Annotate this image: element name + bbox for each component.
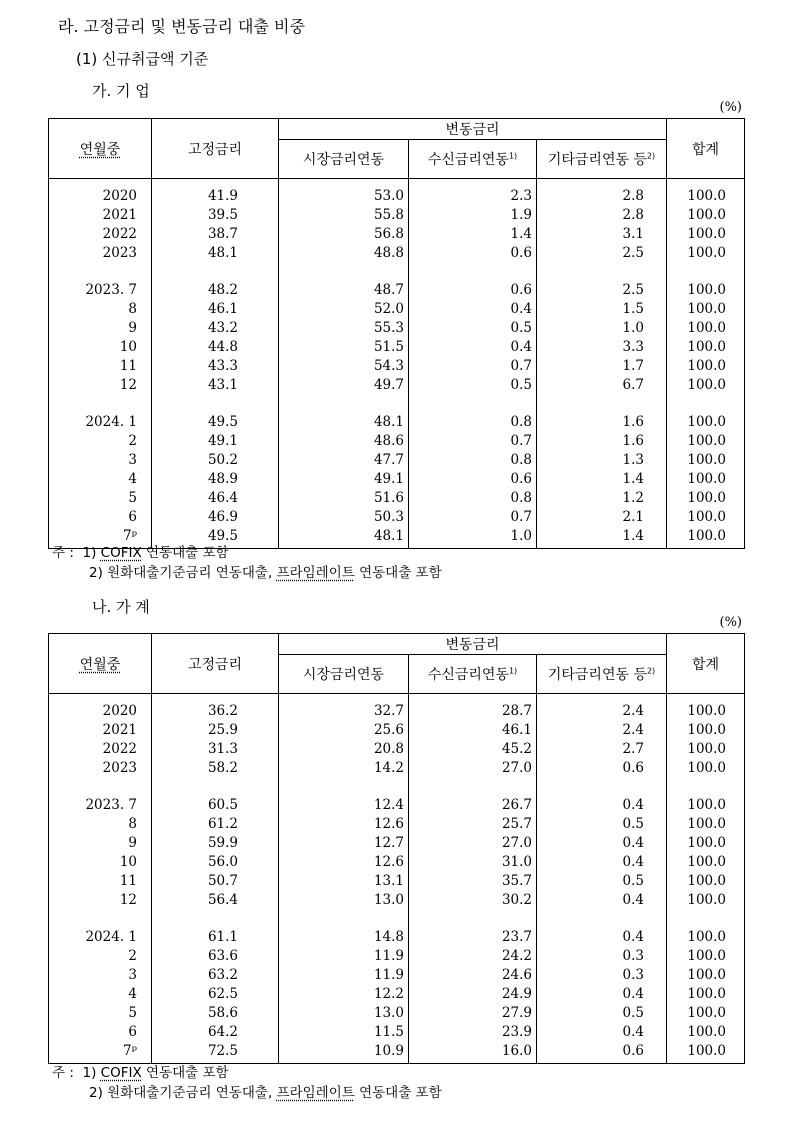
value-cell: 100.0 — [667, 225, 745, 244]
table-row — [49, 985, 745, 1004]
table-row — [49, 947, 745, 966]
value-cell: 0.8 — [409, 413, 537, 432]
value-cell: 56.8 — [279, 225, 409, 244]
value-cell: 31.3 — [152, 740, 279, 759]
value-cell: 43.2 — [152, 319, 279, 338]
value-cell: 0.6 — [537, 759, 667, 778]
value-cell: 36.2 — [152, 702, 279, 721]
value-cell: 51.6 — [279, 489, 409, 508]
period-cell: 11 — [49, 357, 152, 376]
value-cell: 0.5 — [409, 319, 537, 338]
value-cell: 63.6 — [152, 947, 279, 966]
period-cell: 2021 — [49, 721, 152, 740]
value-cell: 100.0 — [667, 796, 745, 815]
table-row — [49, 872, 745, 891]
value-cell: 31.0 — [409, 853, 537, 872]
value-cell: 100.0 — [667, 740, 745, 759]
value-cell: 55.8 — [279, 206, 409, 225]
value-cell: 43.1 — [152, 376, 279, 395]
value-cell: 1.4 — [409, 225, 537, 244]
value-cell: 49.7 — [279, 376, 409, 395]
period-cell: 11 — [49, 872, 152, 891]
value-cell: 1.0 — [537, 319, 667, 338]
corporate-unit: (%) — [719, 100, 742, 115]
value-cell: 0.4 — [537, 796, 667, 815]
value-cell: 49.5 — [152, 413, 279, 432]
period-cell: 5 — [49, 489, 152, 508]
value-cell: 2.5 — [537, 281, 667, 300]
value-cell: 25.9 — [152, 721, 279, 740]
value-cell: 3.3 — [537, 338, 667, 357]
table-row — [49, 1004, 745, 1023]
value-cell: 13.0 — [279, 1004, 409, 1023]
value-cell: 48.2 — [152, 281, 279, 300]
value-cell: 23.9 — [409, 1023, 537, 1042]
value-cell: 64.2 — [152, 1023, 279, 1042]
table-row — [49, 300, 745, 319]
col-period: 연월중 — [49, 634, 152, 694]
value-cell: 100.0 — [667, 853, 745, 872]
value-cell: 100.0 — [667, 759, 745, 778]
value-cell: 0.3 — [537, 966, 667, 985]
period-cell: 12 — [49, 891, 152, 910]
value-cell: 1.4 — [537, 470, 667, 489]
value-cell: 24.2 — [409, 947, 537, 966]
value-cell: 1.0 — [409, 527, 537, 546]
value-cell: 2.5 — [537, 244, 667, 263]
value-cell: 32.7 — [279, 702, 409, 721]
col-deposit-linked: 수신금리연동$^{1)}$ — [409, 140, 537, 179]
period-cell: 2 — [49, 947, 152, 966]
value-cell: 10.9 — [279, 1042, 409, 1061]
value-cell: 1.2 — [537, 489, 667, 508]
value-cell: 50.7 — [152, 872, 279, 891]
value-cell: 0.4 — [409, 300, 537, 319]
value-cell: 0.4 — [537, 985, 667, 1004]
value-cell: 45.2 — [409, 740, 537, 759]
value-cell: 13.1 — [279, 872, 409, 891]
value-cell: 0.7 — [409, 508, 537, 527]
value-cell: 100.0 — [667, 357, 745, 376]
table-row — [49, 225, 745, 244]
value-cell: 24.9 — [409, 985, 537, 1004]
value-cell: 2.4 — [537, 721, 667, 740]
col-market-linked: 시장금리연동 — [279, 140, 409, 179]
period-cell: 2020 — [49, 187, 152, 206]
value-cell: 100.0 — [667, 1004, 745, 1023]
value-cell: 1.3 — [537, 451, 667, 470]
col-period: 연월중 — [49, 119, 152, 179]
value-cell: 52.0 — [279, 300, 409, 319]
value-cell: 1.6 — [537, 432, 667, 451]
value-cell: 100.0 — [667, 527, 745, 546]
value-cell: 50.3 — [279, 508, 409, 527]
table-row — [49, 1042, 745, 1061]
value-cell: 27.0 — [409, 759, 537, 778]
value-cell: 14.8 — [279, 928, 409, 947]
col-deposit-linked: 수신금리연동$^{1)}$ — [409, 655, 537, 694]
value-cell: 12.4 — [279, 796, 409, 815]
value-cell: 0.4 — [537, 891, 667, 910]
value-cell: 48.1 — [279, 413, 409, 432]
table-row — [49, 508, 745, 527]
period-cell: 2023 — [49, 759, 152, 778]
value-cell: 12.7 — [279, 834, 409, 853]
table-row — [49, 928, 745, 947]
period-cell: 10 — [49, 338, 152, 357]
period-cell: 6 — [49, 1023, 152, 1042]
value-cell: 100.0 — [667, 985, 745, 1004]
value-cell: 0.6 — [409, 281, 537, 300]
table-row — [49, 796, 745, 815]
value-cell: 0.4 — [537, 853, 667, 872]
period-cell: 8 — [49, 815, 152, 834]
value-cell: 100.0 — [667, 891, 745, 910]
spacer-row — [49, 778, 745, 796]
household-title: 나. 가 계 — [92, 598, 150, 616]
value-cell: 100.0 — [667, 928, 745, 947]
table-row — [49, 853, 745, 872]
value-cell: 24.6 — [409, 966, 537, 985]
value-cell: 100.0 — [667, 206, 745, 225]
value-cell: 2.8 — [537, 206, 667, 225]
table-row — [49, 206, 745, 225]
value-cell: 48.1 — [152, 244, 279, 263]
value-cell: 25.7 — [409, 815, 537, 834]
corporate-table — [48, 118, 745, 549]
value-cell: 2.7 — [537, 740, 667, 759]
corporate-title: 가. 기 업 — [92, 82, 150, 100]
value-cell: 0.7 — [409, 357, 537, 376]
value-cell: 12.2 — [279, 985, 409, 1004]
value-cell: 35.7 — [409, 872, 537, 891]
period-cell: 7ᵖ — [49, 527, 152, 546]
value-cell: 46.1 — [152, 300, 279, 319]
value-cell: 0.3 — [537, 947, 667, 966]
period-cell: 2 — [49, 432, 152, 451]
table-row — [49, 489, 745, 508]
value-cell: 1.5 — [537, 300, 667, 319]
table-row — [49, 357, 745, 376]
table-row — [49, 187, 745, 206]
table-row — [49, 702, 745, 721]
value-cell: 53.0 — [279, 187, 409, 206]
value-cell: 60.5 — [152, 796, 279, 815]
col-fixed: 고정금리 — [152, 634, 279, 694]
table-row — [49, 966, 745, 985]
value-cell: 48.7 — [279, 281, 409, 300]
value-cell: 0.5 — [537, 1004, 667, 1023]
value-cell: 100.0 — [667, 300, 745, 319]
value-cell: 0.4 — [537, 928, 667, 947]
col-total: 합계 — [667, 634, 745, 694]
value-cell: 0.6 — [409, 470, 537, 489]
value-cell: 49.5 — [152, 527, 279, 546]
spacer-row — [49, 263, 745, 281]
household-note-2: 2) 원화대출기준금리 연동대출, 프라임레이트 연동대출 포함 — [89, 1085, 442, 1101]
value-cell: 59.9 — [152, 834, 279, 853]
value-cell: 72.5 — [152, 1042, 279, 1061]
period-cell: 5 — [49, 1004, 152, 1023]
value-cell: 1.7 — [537, 357, 667, 376]
value-cell: 0.8 — [409, 451, 537, 470]
table-row — [49, 759, 745, 778]
period-cell: 2022 — [49, 740, 152, 759]
value-cell: 48.6 — [279, 432, 409, 451]
value-cell: 58.6 — [152, 1004, 279, 1023]
value-cell: 11.9 — [279, 947, 409, 966]
value-cell: 100.0 — [667, 451, 745, 470]
period-cell: 4 — [49, 985, 152, 1004]
household-note-1: 주 : 1) COFIX 연동대출 포함 — [52, 1065, 229, 1081]
value-cell: 11.9 — [279, 966, 409, 985]
period-cell: 9 — [49, 319, 152, 338]
value-cell: 61.1 — [152, 928, 279, 947]
value-cell: 0.5 — [537, 872, 667, 891]
value-cell: 0.4 — [537, 1023, 667, 1042]
period-cell: 6 — [49, 508, 152, 527]
value-cell: 100.0 — [667, 947, 745, 966]
value-cell: 0.7 — [409, 432, 537, 451]
col-other-linked: 기타금리연동 등$^{2)}$ — [537, 140, 667, 179]
col-variable: 변동금리 — [279, 119, 667, 140]
value-cell: 63.2 — [152, 966, 279, 985]
value-cell: 100.0 — [667, 834, 745, 853]
spacer-row — [49, 179, 745, 188]
value-cell: 27.0 — [409, 834, 537, 853]
value-cell: 100.0 — [667, 815, 745, 834]
value-cell: 26.7 — [409, 796, 537, 815]
period-cell: 2021 — [49, 206, 152, 225]
period-cell: 4 — [49, 470, 152, 489]
value-cell: 28.7 — [409, 702, 537, 721]
value-cell: 49.1 — [279, 470, 409, 489]
value-cell: 0.6 — [409, 244, 537, 263]
household-table — [48, 633, 745, 1064]
period-cell: 12 — [49, 376, 152, 395]
col-variable: 변동금리 — [279, 634, 667, 655]
value-cell: 100.0 — [667, 508, 745, 527]
value-cell: 0.5 — [409, 376, 537, 395]
value-cell: 12.6 — [279, 815, 409, 834]
table-row — [49, 376, 745, 395]
col-other-linked: 기타금리연동 등$^{2)}$ — [537, 655, 667, 694]
period-cell: 2024. 1 — [49, 413, 152, 432]
value-cell: 27.9 — [409, 1004, 537, 1023]
household-table-body — [49, 694, 745, 1064]
value-cell: 20.8 — [279, 740, 409, 759]
table-row — [49, 891, 745, 910]
value-cell: 38.7 — [152, 225, 279, 244]
value-cell: 2.4 — [537, 702, 667, 721]
table-row — [49, 1023, 745, 1042]
value-cell: 100.0 — [667, 489, 745, 508]
value-cell: 100.0 — [667, 413, 745, 432]
period-cell: 2023. 7 — [49, 281, 152, 300]
table-row — [49, 834, 745, 853]
value-cell: 100.0 — [667, 432, 745, 451]
table-row — [49, 338, 745, 357]
value-cell: 44.8 — [152, 338, 279, 357]
period-cell: 7ᵖ — [49, 1042, 152, 1061]
value-cell: 3.1 — [537, 225, 667, 244]
value-cell: 2.3 — [409, 187, 537, 206]
value-cell: 49.1 — [152, 432, 279, 451]
value-cell: 39.5 — [152, 206, 279, 225]
value-cell: 100.0 — [667, 721, 745, 740]
value-cell: 48.8 — [279, 244, 409, 263]
value-cell: 0.5 — [537, 815, 667, 834]
period-cell: 2023 — [49, 244, 152, 263]
col-fixed: 고정금리 — [152, 119, 279, 179]
value-cell: 46.1 — [409, 721, 537, 740]
period-cell: 10 — [49, 853, 152, 872]
value-cell: 56.4 — [152, 891, 279, 910]
period-cell: 2023. 7 — [49, 796, 152, 815]
value-cell: 100.0 — [667, 1042, 745, 1061]
table-row — [49, 451, 745, 470]
value-cell: 100.0 — [667, 966, 745, 985]
value-cell: 14.2 — [279, 759, 409, 778]
period-cell: 3 — [49, 451, 152, 470]
section-heading: 라. 고정금리 및 변동금리 대출 비중 — [58, 17, 305, 36]
value-cell: 54.3 — [279, 357, 409, 376]
value-cell: 0.8 — [409, 489, 537, 508]
value-cell: 100.0 — [667, 319, 745, 338]
value-cell: 100.0 — [667, 187, 745, 206]
value-cell: 50.2 — [152, 451, 279, 470]
period-cell: 2022 — [49, 225, 152, 244]
table-row — [49, 815, 745, 834]
period-cell: 9 — [49, 834, 152, 853]
value-cell: 100.0 — [667, 281, 745, 300]
value-cell: 41.9 — [152, 187, 279, 206]
value-cell: 47.7 — [279, 451, 409, 470]
value-cell: 100.0 — [667, 872, 745, 891]
household-unit: (%) — [719, 615, 742, 630]
table-row — [49, 432, 745, 451]
col-market-linked: 시장금리연동 — [279, 655, 409, 694]
value-cell: 16.0 — [409, 1042, 537, 1061]
value-cell: 0.4 — [409, 338, 537, 357]
value-cell: 46.4 — [152, 489, 279, 508]
value-cell: 48.9 — [152, 470, 279, 489]
col-total: 합계 — [667, 119, 745, 179]
value-cell: 100.0 — [667, 470, 745, 489]
value-cell: 0.6 — [537, 1042, 667, 1061]
table-row — [49, 319, 745, 338]
value-cell: 62.5 — [152, 985, 279, 1004]
corporate-note-2: 2) 원화대출기준금리 연동대출, 프라임레이트 연동대출 포함 — [89, 565, 442, 581]
basis-subheading: (1) 신규취급액 기준 — [76, 50, 209, 68]
value-cell: 58.2 — [152, 759, 279, 778]
value-cell: 6.7 — [537, 376, 667, 395]
value-cell: 56.0 — [152, 853, 279, 872]
value-cell: 2.8 — [537, 187, 667, 206]
value-cell: 11.5 — [279, 1023, 409, 1042]
value-cell: 100.0 — [667, 244, 745, 263]
value-cell: 43.3 — [152, 357, 279, 376]
value-cell: 0.4 — [537, 834, 667, 853]
spacer-row — [49, 694, 745, 703]
table-row — [49, 244, 745, 263]
value-cell: 48.1 — [279, 527, 409, 546]
value-cell: 1.6 — [537, 413, 667, 432]
corporate-table-body — [49, 179, 745, 549]
spacer-row — [49, 910, 745, 928]
value-cell: 13.0 — [279, 891, 409, 910]
value-cell: 1.4 — [537, 527, 667, 546]
table-row — [49, 281, 745, 300]
value-cell: 30.2 — [409, 891, 537, 910]
value-cell: 100.0 — [667, 376, 745, 395]
value-cell: 51.5 — [279, 338, 409, 357]
value-cell: 100.0 — [667, 1023, 745, 1042]
value-cell: 23.7 — [409, 928, 537, 947]
value-cell: 61.2 — [152, 815, 279, 834]
period-cell: 3 — [49, 966, 152, 985]
table-row — [49, 721, 745, 740]
period-cell: 8 — [49, 300, 152, 319]
value-cell: 55.3 — [279, 319, 409, 338]
period-cell: 2024. 1 — [49, 928, 152, 947]
period-cell: 2020 — [49, 702, 152, 721]
table-row — [49, 413, 745, 432]
corporate-note-1: 주 : 1) COFIX 연동대출 포함 — [52, 545, 229, 561]
value-cell: 1.9 — [409, 206, 537, 225]
table-row — [49, 470, 745, 489]
value-cell: 12.6 — [279, 853, 409, 872]
value-cell: 2.1 — [537, 508, 667, 527]
table-row — [49, 740, 745, 759]
spacer-row — [49, 395, 745, 413]
value-cell: 46.9 — [152, 508, 279, 527]
value-cell: 25.6 — [279, 721, 409, 740]
value-cell: 100.0 — [667, 338, 745, 357]
value-cell: 100.0 — [667, 702, 745, 721]
